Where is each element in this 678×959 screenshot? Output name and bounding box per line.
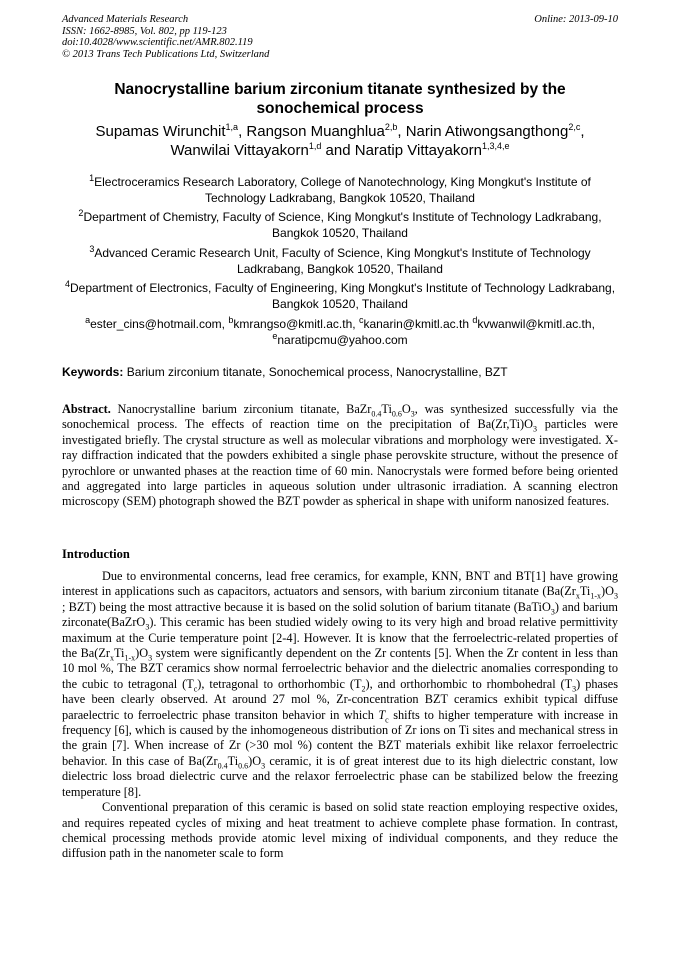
abstract-text: O: [401, 402, 411, 416]
text-run: )O: [135, 646, 149, 661]
text-run: Ti: [227, 753, 239, 768]
subscript: x: [109, 653, 114, 663]
paragraph: Conventional preparation of this ceramic is based on solid state reaction employing respective oxides, and requires repeated cycles of mixing and heat treatment to achieve complete phase formation. In contrast, chemical processing methods provide atomic level mixing of individual components, and they reduce the diffusion path in the nanometer scale to form: [62, 800, 618, 861]
subscript: 1-x: [124, 653, 136, 663]
subscript: 3: [410, 409, 415, 419]
affiliation-text: Department of Electronics, Faculty of Engineering, King Mongkut's Institute of Technology Ladkrabang, Bangkok 10520, Thailand: [69, 281, 616, 311]
subscript: c: [193, 684, 198, 694]
journal-header: [62, 14, 618, 60]
text-run: shifts to higher temperature with increase in frequency [6], which is caused by the inhomogeneous distribution of Zr ions on Ti sites and mechanical stress in the grain [7]. When increase of Zr (>30 mol %) content the BZT materials exhibit like relaxor ferroelectric behavior. In this case of Ba(Zr: [62, 707, 618, 768]
affiliation: [62, 174, 618, 206]
paragraph: [62, 569, 618, 800]
subscript: 3: [148, 653, 153, 663]
subscript: 0.4: [217, 761, 228, 771]
affiliation: [62, 245, 618, 277]
email-link[interactable]: kvwanwil@kmitl.ac.th,: [477, 317, 595, 331]
author-name: Rangson Muanghlua: [246, 123, 385, 140]
affiliation: [62, 209, 618, 241]
text-run: )O: [601, 584, 614, 599]
email-link[interactable]: kanarin@kmitl.ac.th: [363, 317, 469, 331]
text-run: ), and orthorhombic to rhombohedral (T: [365, 676, 573, 691]
email-link[interactable]: naratipcmu@yahoo.com: [277, 333, 408, 347]
affiliation-text: Advanced Ceramic Research Unit, Faculty of Science, King Mongkut's Institute of Technology Ladkrabang, Bangkok 10520, Thailand: [94, 246, 591, 276]
text-run: ceramic, it is of great interest due to its high dielectric constant, low dielectric loss broad dielectric curve and the relaxor ferroelectric phase can be stabilized below the freezing temperature [8].: [62, 753, 618, 799]
affiliation-text: Electroceramics Research Laboratory, College of Nanotechnology, King Mongkut's Institute of Technology Ladkrabang, Bangkok 10520, Thailand: [94, 175, 591, 205]
section-heading: Introduction: [62, 547, 130, 561]
text-run: ; BZT) being the most attractive because it is based on the solid solution of barium titanate (BaTiO: [62, 599, 551, 614]
subscript: 0.6: [238, 761, 249, 771]
keywords-label: Keywords:: [62, 365, 124, 379]
affiliation-sup: 4: [64, 279, 70, 289]
text-run: Ti: [579, 584, 591, 599]
abstract-text: Nanocrystalline barium zirconium titanate, BaZr: [117, 402, 372, 416]
abstract-text: particles were investigated briefly. The crystal structure as well as molecular vibrations and morphology were investigated. X-ray diffraction indicated that the powders exhibited a single phase perovskite structure, without the presence of pyrochlore or unwanted phases at the reaction time of 60 min. Nanocrystals were formed before being oriented and aggregated into large particles in aqueous solution under ultrasonic irradiation. A scanning electron microscopy (SEM) photograph showed the BZT powder as spherical in shape with uniform nanosized features.: [62, 417, 618, 509]
affiliation: [62, 280, 618, 312]
subscript: 3: [572, 684, 577, 694]
text-run: Ti: [113, 646, 125, 661]
subscript: 0.6: [391, 409, 402, 419]
subscript: 0.4: [371, 409, 382, 419]
email-sup: c: [358, 315, 364, 325]
text-run: ) and barium zirconate(BaZrO: [62, 599, 618, 630]
author-sup: 2,c: [568, 122, 581, 132]
subscript: 3: [532, 424, 537, 434]
italic-symbol: T: [378, 707, 386, 722]
abstract-text: , was synthesized successfully via the sonochemical process. The effects of reaction time on the precipitation of Ba(Zr,Ti)O: [62, 402, 618, 432]
journal-name: Advanced Materials Research: [62, 14, 189, 25]
subscript: 2: [361, 684, 366, 694]
author-sup: 2,b: [384, 122, 398, 132]
author-name: Narin Atiwongsangthong: [405, 123, 569, 140]
text-run: )O: [248, 753, 262, 768]
keywords: [62, 364, 618, 380]
affiliation-sup: 3: [89, 244, 95, 254]
subscript: 1-x: [590, 591, 602, 601]
email-sup: a: [85, 315, 91, 325]
email-sup: d: [472, 315, 478, 325]
author-name: Supamas Wirunchit: [95, 123, 226, 140]
author-name: Naratip Vittayakorn: [354, 142, 483, 159]
email-link[interactable]: kmrangso@kmitl.ac.th,: [233, 317, 356, 331]
author-sup: 1,d: [308, 141, 322, 151]
journal-copyright: © 2013 Trans Tech Publications Ltd, Switzerland: [62, 48, 270, 60]
abstract-label: Abstract.: [62, 402, 111, 416]
journal-doi: doi:10.4028/www.scientific.net/AMR.802.119: [62, 37, 253, 48]
online-date: Online: 2013-09-10: [534, 14, 618, 25]
subscript: 3: [550, 607, 555, 617]
introduction-body: [62, 569, 618, 862]
text-run: ). This ceramic has been studied widely owing to its very high and broad relative permittivity maximum at the Curie temperature point [2-4]. However. It is know that the ferroelectric-related properties of the Ba(Zr: [62, 615, 618, 661]
author-list: Supamas Wirunchit$^{1,a}$, Rangson Muanghlua$^{2,b}$, Narin Atiwongsangthong$^{2,c}$, Wanwilai Vittayakorn$^{1,d}$ and Naratip Vittayakorn$^{1,3,4,e}$: [95, 122, 585, 159]
email-link[interactable]: ester_cins@hotmail.com,: [90, 317, 226, 331]
subscript: 3: [145, 622, 150, 632]
abstract-text: Ti: [381, 402, 392, 416]
paper-title: Nanocrystalline barium zirconium titanate synthesized by the sonochemical process: [114, 81, 566, 117]
subscript: c: [385, 715, 389, 725]
text-run: Due to environmental concerns, lead free ceramics, for example, KNN, BNT and BT[1] have growing interest in applications such as capacitors, actuators and sensors, with barium zirconium titanate (Ba(Zr: [62, 569, 618, 599]
abstract: [62, 402, 618, 510]
text-run: system were significantly dependent on the Zr contents [5]. When the Zr content in less than 10 mol %, The BZT ceramics show normal ferroelectric behavior and the dielectric anomalies corresponding to the cubic to tetragonal (T: [62, 646, 618, 691]
subscript: 3: [261, 761, 266, 771]
text-run: ), tetragonal to orthorhombic (T: [197, 676, 362, 691]
author-emails: [62, 316, 618, 348]
author-name: Wanwilai Vittayakorn: [170, 142, 309, 159]
author-sup: 1,a: [225, 122, 239, 132]
text-run: ) phases have been clearly observed. At around 27 mol %, Zr-concentration BZT ceramics exhibit typical diffuse paraelectric to ferroelectric phase transiton behavior in which: [62, 676, 618, 722]
affiliation-sup: 1: [89, 173, 95, 183]
affiliation-sup: 2: [78, 208, 84, 218]
subscript: 3: [614, 591, 618, 601]
keywords-text: Barium zirconium titanate, Sonochemical process, Nanocrystalline, BZT: [126, 365, 508, 379]
affiliation-text: Department of Chemistry, Faculty of Science, King Mongkut's Institute of Technology Ladkrabang, Bangkok 10520, Thailand: [83, 210, 602, 240]
journal-issn: ISSN: 1662-8985, Vol. 802, pp 119-123: [62, 25, 227, 37]
email-sup: e: [272, 331, 278, 341]
author-sup: 1,3,4,e: [482, 141, 510, 151]
email-sup: b: [228, 315, 234, 325]
subscript: x: [575, 591, 580, 601]
